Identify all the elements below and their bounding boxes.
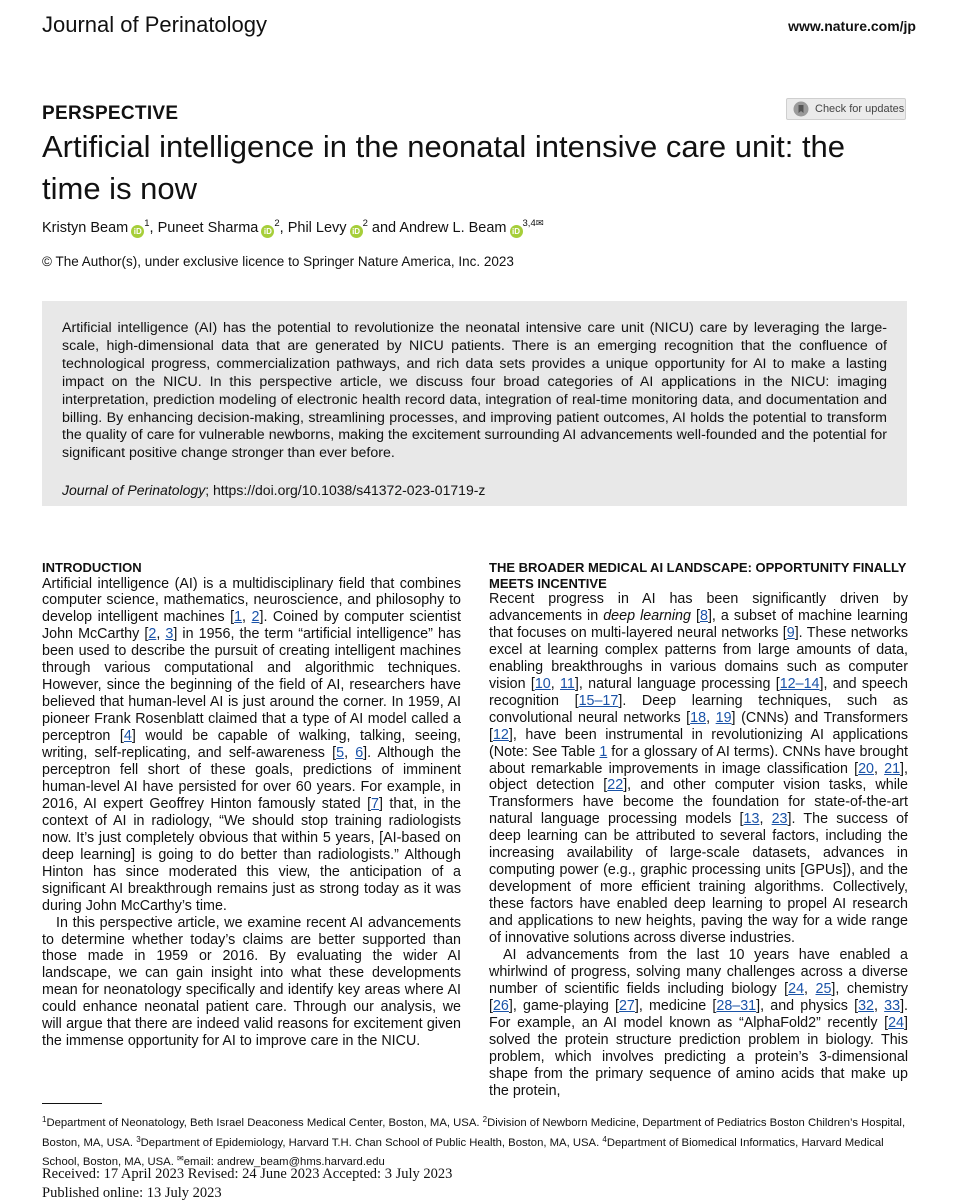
reference-link[interactable]: 10 — [534, 675, 551, 692]
published-online: Published online: 13 July 2023 — [42, 1185, 222, 1200]
check-updates-label: Check for updates — [815, 103, 905, 115]
reference-link[interactable]: 24 — [788, 980, 805, 997]
left-column — [42, 560, 461, 1050]
orcid-icon[interactable]: iD — [510, 225, 523, 238]
reference-link[interactable]: 12 — [492, 726, 509, 743]
copyright: © The Author(s), under exclusive licence to Springer Nature America, Inc. 2023 — [42, 254, 514, 269]
section-heading-landscape: THE BROADER MEDICAL AI LANDSCAPE: OPPORTUNITY FINALLY MEETS INCENTIVE — [489, 560, 907, 591]
abstract-box — [42, 301, 907, 506]
reference-link[interactable]: 1 — [234, 609, 243, 626]
footnote-divider — [42, 1103, 102, 1104]
abstract-text: Artificial intelligence (AI) has the potential to revolutionize the neonatal intensive care unit (NICU) care by leveraging the large-scale, high-dimensional data that are generated by NICU patients. There is an emerging recognition that the confluence of technological progress, commercialization pathways, and rich data sets provides a unique opportunity for AI to make a lasting impact on the NICU. In this perspective article, we discuss four broad categories of AI applications in the NICU: imaging interpretation, prediction modeling of electronic health record data, integration of real-time monitoring data, and documentation and billing. By enhancing decision-making, streamlining processes, and improving patient outcomes, AI holds the potential to transform the quality of care for vulnerable newborns, making the excitement surrounding AI advancements well-founded and the potential for significant positive change stronger than ever before. — [62, 320, 887, 462]
article-type: PERSPECTIVE — [42, 103, 179, 124]
landscape-paragraph-1: Recent progress in AI has been significantly driven by advancements in deep learning [8], a subset of machine learning that focuses on multi-layered neural networks [9]. These networks excel at learning complex patterns from large amounts of data, enabling breakthroughs in various domains such as computer vision [10, 11], natural language processing [12–14], and speech recognition [15–17]. Deep learning techniques, such as convolutional neural networks [18, 19] (CNNs) and Transformers [12], have been instrumental in revolutionizing AI applications (Note: See Table 1 for a glossary of AI terms). CNNs have brought about remarkable improvements in image classification [20, 21], object detection [22], and other computer vision tasks, while Transformers have become the foundation for state-of-the-art natural language processing models [13, 23]. The success of deep learning can be attributed to several factors, including the increasing availability of large-scale datasets, advances in computing power (e.g., graphic processing units [GPUs]), and the development of more efficient training algorithms. Collectively, these factors have enabled deep learning to propel AI research and applications to new heights, paving the way for a wide range of innovative solutions across diverse industries. — [489, 591, 909, 947]
reference-link[interactable]: 15–17 — [578, 692, 619, 709]
footnote-marker: 3 — [136, 1134, 141, 1144]
footnote-marker: 4 — [602, 1134, 607, 1144]
reference-link[interactable]: 11 — [560, 675, 575, 692]
orcid-icon[interactable]: iD — [131, 225, 144, 238]
affiliations-footnote — [42, 1112, 912, 1171]
footnote-text: email: andrew_beam@hms.harvard.edu — [183, 1156, 385, 1168]
reference-link[interactable]: 28–31 — [716, 997, 757, 1014]
reference-link[interactable]: 12–14 — [779, 675, 820, 692]
intro-paragraph-2: In this perspective article, we examine recent AI advancements to determine whether today’s claims are better supported than those made in 1959 or 2016. By evaluating the wider AI landscape, we can gain insight into what these developments mean for neonatology specifically and identify key areas where AI could enhance neonatal patient care. Through our analysis, we will argue that there are indeed valid reasons for excitement given the immense opportunity for AI to improve care in the NICU. — [42, 914, 461, 1050]
footnote-marker: 2 — [482, 1115, 488, 1124]
orcid-icon[interactable]: iD — [350, 225, 363, 238]
reference-link[interactable]: 9 — [786, 624, 795, 641]
author-list: Kristyn Beam $iD^1$, Puneet Sharma $iD^2$, Phil Levy $iD^2$ and Andrew L. Beam $iD^{3,4✉}$ — [42, 218, 544, 236]
right-column — [489, 560, 908, 1100]
reference-link[interactable]: 5 — [336, 745, 345, 762]
reference-link[interactable]: 1 — [599, 743, 608, 760]
author-name: Andrew L. Beam — [399, 220, 507, 236]
reference-link[interactable]: 18 — [690, 709, 707, 726]
footnote-text: Department of Epidemiology, Harvard T.H. Chan School of Public Health, Boston, MA, USA. — [140, 1136, 603, 1149]
author-name: Phil Levy — [287, 220, 347, 236]
author-name: Kristyn Beam — [42, 220, 129, 236]
intro-paragraph-1: Artificial intelligence (AI) is a multidisciplinary field that combines computer science, mathematics, neuroscience, and philosophy to develop intelligent machines [1, 2]. Coined by computer scientist John McCarthy [2, 3] in 1956, the term “artificial intelligence” has been used to describe the pursuit of creating intelligent machines through various computational and algorithmic techniques. However, since the beginning of the field of AI, researchers have believed that human-level AI is just around the corner. In 1959, AI pioneer Frank Rosenblatt claimed that a type of AI model called a perceptron [4] would be capable of walking, talking, seeing, writing, self-replicating, and self-awareness [5, 6]. Although the perceptron fell short of these goals, predictions of imminent human-level AI have persisted for over 60 years. For example, in 2016, AI expert Geoffrey Hinton famously stated [7] that, in the context of AI in radiology, “We should stop training radiologists now. It’s just completely obvious that within 5 years, [AI-based on deep learning] is going to do better than radiologists.” Although Hinton has since moderated this view, the anticipation of a significant AI breakthrough remains just as strong today as it was during John McCarthy’s time. — [42, 575, 462, 914]
landscape-paragraph-2: AI advancements from the last 10 years have enabled a whirlwind of progress, solving many challenges across a diverse number of scientific fields including biology [24, 25], chemistry [26], game-playing [27], medicine [28–31], and physics [32, 33]. For example, an AI model known as “AlphaFold2” recently [24] solved the protein structure prediction problem in biology. This problem, which involves predicting a protein’s 3-dimensional shape from the primary sequence of amino acids that make up the protein, — [489, 947, 909, 1099]
reference-link[interactable]: 6 — [355, 745, 364, 762]
italic-term: deep learning — [603, 607, 691, 624]
check-updates-button[interactable] — [786, 98, 906, 120]
footnote-text: Department of Neonatology, Beth Israel Deaconess Medical Center, Boston, MA, USA. — [46, 1117, 483, 1129]
reference-link[interactable]: 22 — [607, 777, 624, 794]
reference-link[interactable]: 7 — [371, 795, 379, 812]
reference-link[interactable]: 4 — [123, 728, 132, 745]
reference-link[interactable]: 8 — [699, 607, 708, 624]
journal-name: Journal of Perinatology — [42, 12, 268, 37]
reference-link[interactable]: 24 — [888, 1014, 905, 1031]
reference-link[interactable]: 23 — [771, 811, 788, 828]
reference-link[interactable]: 26 — [492, 997, 509, 1014]
citation-doi[interactable]: ; https://doi.org/10.1038/s41372-023-01719-z — [205, 482, 486, 499]
author-affiliation: 1 — [144, 218, 150, 229]
reference-link[interactable]: 25 — [815, 980, 832, 997]
bookmark-icon — [793, 101, 809, 117]
orcid-icon[interactable]: iD — [261, 225, 274, 238]
email-icon[interactable]: ✉ — [535, 218, 544, 229]
citation-line — [62, 482, 887, 498]
reference-link[interactable]: 13 — [743, 811, 760, 828]
footnote-marker: ✉ — [177, 1154, 184, 1163]
author-affiliation: 2 — [274, 218, 280, 229]
publication-dates — [42, 1165, 452, 1200]
author-name: Puneet Sharma — [157, 220, 259, 236]
received-revised-accepted: Received: 17 April 2023 Revised: 24 June 2023 Accepted: 3 July 2023 — [42, 1166, 453, 1182]
footnote-text: Department of Biomedical Informatics, Harvard Medical School, Boston, MA, USA. — [42, 1136, 884, 1168]
section-heading-introduction: INTRODUCTION — [42, 560, 142, 575]
article-title: Artificial intelligence in the neonatal intensive care unit: the time is now — [42, 129, 846, 206]
reference-link[interactable]: 20 — [858, 760, 874, 777]
reference-link[interactable]: 2 — [148, 626, 157, 643]
reference-link[interactable]: 3 — [165, 626, 174, 643]
footnote-marker: 1 — [42, 1115, 47, 1124]
reference-link[interactable]: 32 — [858, 997, 874, 1014]
reference-link[interactable]: 21 — [884, 760, 901, 777]
reference-link[interactable]: 33 — [884, 997, 901, 1014]
reference-link[interactable]: 19 — [715, 709, 732, 726]
reference-link[interactable]: 2 — [251, 609, 260, 626]
footnote-text: Division of Newborn Medicine, Department of Pediatrics Boston Children’s Hospital, Boston, MA, USA. — [42, 1117, 906, 1149]
citation-journal: Journal of Perinatology — [62, 482, 206, 499]
author-affiliation: 2 — [362, 218, 368, 229]
author-affiliation: 3,4 — [522, 218, 536, 229]
journal-url[interactable]: www.nature.com/jp — [788, 18, 916, 34]
reference-link[interactable]: 27 — [618, 997, 635, 1014]
